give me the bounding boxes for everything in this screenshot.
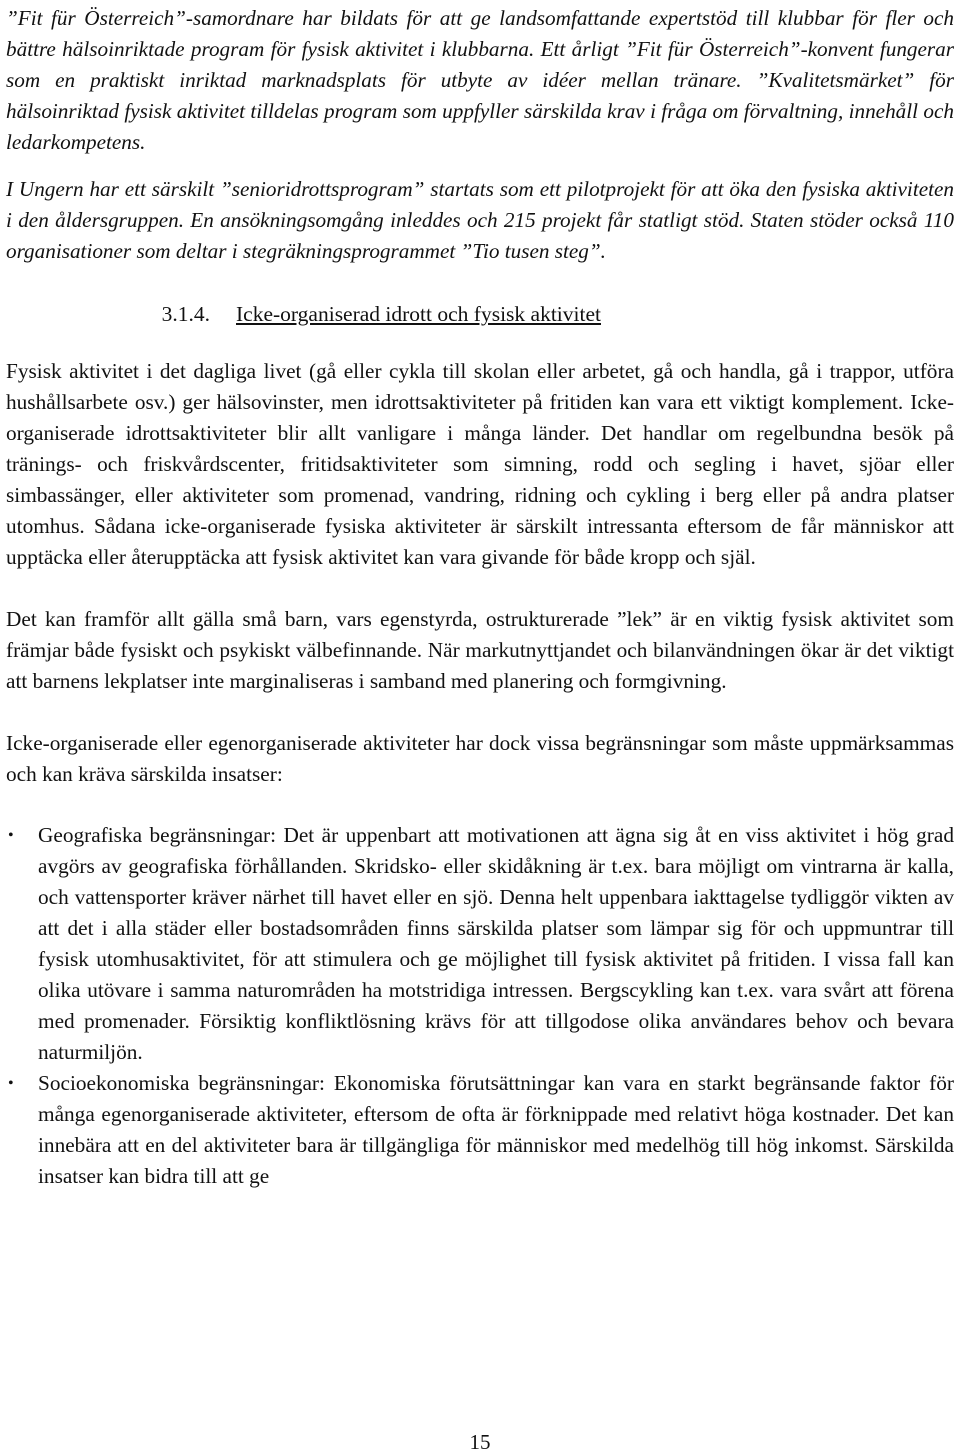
list-item-text: Socioekonomiska begränsningar: Ekonomiska förutsättningar kan vara en starkt begränsande faktor för många egenorganiserade aktiviteter, eftersom de ofta är förknippade med relativt höga kostnader. Det kan innebära att en del aktiviteter bara är tillgängliga för människor med medelhög till hög inkomst. Särskilda insatser kan bidra till att ge [38, 1071, 954, 1188]
body-paragraph-daily-activity: Fysisk aktivitet i det dagliga livet (gå eller cykla till skolan eller arbetet, gå och handla, gå i trappor, utföra hushållsarbete osv.) ger hälsovinster, men idrottsaktiviteter på fritiden kan vara ett viktigt komplement. Icke-organiserade idrottsaktiviteter blir allt vanligare i många länder. Det handlar om regelbundna besök på tränings- och friskvårdscenter, fritidsaktiviteter som simning, rodd och segling i havet, sjöar eller simbassänger, eller aktiviteter som promenad, vandring, ridning och cykling i berg eller på andra platser utomhus. Sådana icke-organiserade fysiska aktiviteter är särskilt intressanta eftersom de får människor att upptäcka eller återupptäcka att fysisk aktivitet kan vara givande för både kropp och själ. [6, 359, 954, 569]
section-heading [6, 299, 954, 330]
section-number: 3.1.4. [161, 302, 210, 326]
list-item-socioeconomic [6, 1068, 954, 1192]
heading-spacer [210, 299, 236, 330]
limitations-list [6, 820, 954, 1192]
intro-paragraph-austria: ”Fit für Österreich”-samordnare har bildats för att ge landsomfattande expertstöd till klubbar för fler och bättre hälsoinriktade program för fysisk aktivitet i klubbarna. Ett årligt ”Fit für Österreich”-konvent fungerar som en praktiskt inriktad marknadsplats för utbyte av idéer mellan tränare. ”Kvalitetsmärket” för hälsoinriktad fysisk aktivitet tilldelas program som uppfyller särskilda krav i fråga om förvaltning, innehåll och ledarkompetens. [6, 6, 954, 154]
body-paragraph-limitations-intro: Icke-organiserade eller egenorganiserade aktiviteter har dock vissa begränsningar som måste uppmärksammas och kan kräva särskilda insatser: [6, 731, 954, 786]
page-number: 15 [469, 1430, 491, 1454]
section-title: Icke-organiserad idrott och fysisk aktivitet [236, 302, 601, 326]
bullet-icon: • [8, 827, 14, 844]
bullet-icon: • [8, 1075, 14, 1092]
document-page [6, 3, 954, 1192]
body-paragraph-children-play: Det kan framför allt gälla små barn, vars egenstyrda, ostrukturerade ”lek” är en viktig fysisk aktivitet som främjar både fysiskt och psykiskt välbefinnande. När markutnyttjandet och bilanvändningen ökar är det viktigt att barnens lekplatser inte marginaliseras i samband med planering och formgivning. [6, 607, 954, 693]
intro-paragraph-hungary: I Ungern har ett särskilt ”senioridrottsprogram” startats som ett pilotprojekt för att öka den fysiska aktiviteten i den åldersgruppen. En ansökningsomgång inleddes och 215 projekt får statligt stöd. Staten stöder också 110 organisationer som deltar i stegräkningsprogrammet ”Tio tusen steg”. [6, 177, 954, 263]
list-item-text: Geografiska begränsningar: Det är uppenbart att motivationen att ägna sig åt en viss aktivitet i hög grad avgörs av geografiska förhållanden. Skridsko- eller skidåkning är t.ex. bara möjligt om vintrarna är kalla, och vattensporter kräver närhet till havet eller en sjö. Denna helt uppenbara iakttagelse tydliggör vikten av att det i alla städer eller bostadsområden finns särskilda platser som lämpar sig för och uppmuntrar till fysisk utomhusaktivitet, för att stimulera och ge möjlighet till fysisk aktivitet på fritiden. I vissa fall kan olika utövare i samma naturområden ha motstridiga intressen. Bergscykling kan t.ex. vara svårt att förena med promenader. Försiktig konfliktlösning krävs för att tillgodose olika användares behov och bevara naturmiljön. [38, 823, 954, 1064]
list-item-geographic [6, 820, 954, 1068]
